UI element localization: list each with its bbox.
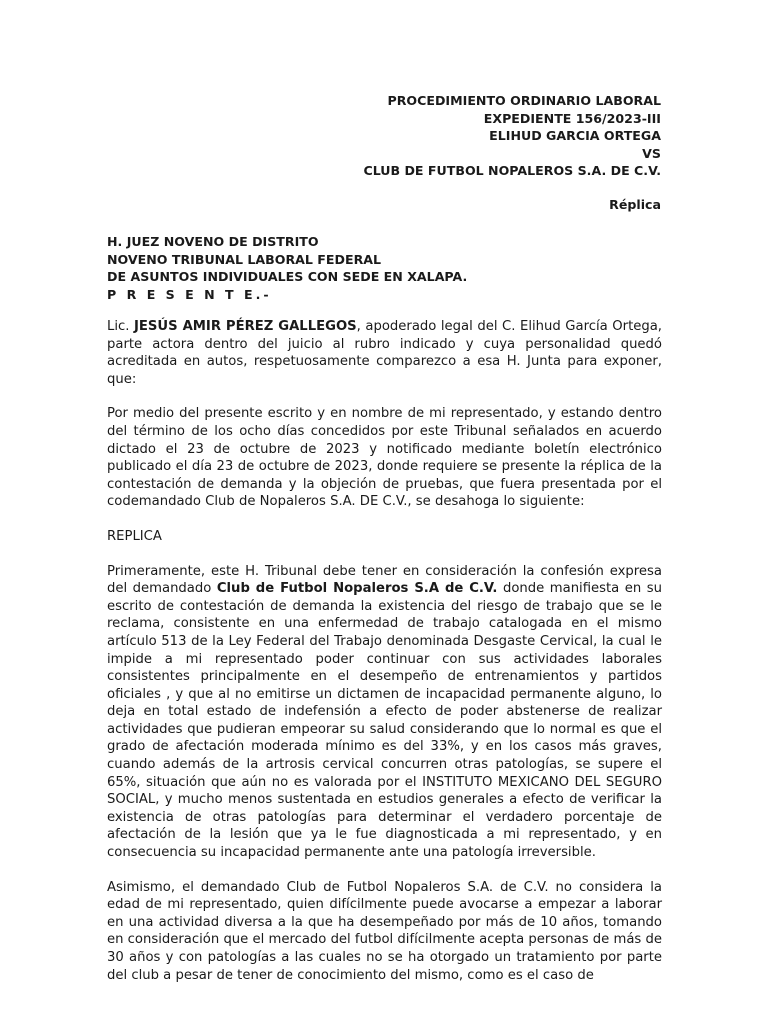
case-file-number: EXPEDIENTE 156/2023-III <box>483 110 661 126</box>
addressee-jurisdiction: DE ASUNTOS INDIVIDUALES CON SEDE EN XALAPA. <box>107 269 468 285</box>
attorney-name: JESÚS AMIR PÉREZ GALLEGOS <box>134 319 357 334</box>
versus-label: VS <box>642 145 661 161</box>
addressee-court: NOVENO TRIBUNAL LABORAL FEDERAL <box>107 251 382 267</box>
document-body <box>107 318 662 984</box>
argument-text: donde manifiesta en su escrito de contestación de demanda la existencia del riesgo de trabajo que se le reclama, consistente en una enfermedad de trabajo catalogada en el mismo artículo 513 de la Ley Federal del Trabajo denominada Desgaste Cervical, la cual le impide a mi representado poder continuar con sus actividades laborales consistentes principalmente en el desempeño de entrenamientos y partidos oficiales , y que al no emitirse un dictamen de incapacidad permanente alguno, lo deja en total estado de indefensión a efecto de poder abstenerse de realizar actividades que pudieran empeorar su salud considerando que lo normal es que el grado de afectación moderada mínimo es del 33%, y en los casos más graves, cuando además de la artrosis cervical concurren otras patologías, se supere el 65%, situación que aún no es valorada por el INSTITUTO MEXICANO DEL SEGURO SOCIAL, y mucho menos sustentada en estudios generales a efecto de verificar la existencia de otras patologías para determinar el verdadero porcentaje de afectación de la lesión que ya le fue diagnosticada a mi representado, y en consecuencia su incapacidad permanente ante una patología irreversible. <box>107 581 662 861</box>
defendant-name: CLUB DE FUTBOL NOPALEROS S.A. DE C.V. <box>363 163 661 179</box>
section-heading-replica: REPLICA <box>107 528 162 544</box>
addressee-presente: P R E S E N T E.- <box>107 286 272 302</box>
intro-paragraph <box>107 318 662 388</box>
defendant-bold-name: Club de Futbol Nopaleros S.A de C.V. <box>216 581 498 597</box>
purpose-paragraph: Por medio del presente escrito y en nombre de mi representado, y estando dentro del término de los ocho días concedidos por este Tribunal señalados en acuerdo dictado el 23 de octubre de 2023 y notificado mediante boletín electrónico publicado el día 23 de octubre de 2023, donde requiere se presente la réplica de la contestación de demanda y la objeción de pruebas, que fuera presentada por el codemandado Club de Nopaleros S.A. DE C.V., se desahoga lo siguiente: <box>107 406 662 510</box>
procedure-type: PROCEDIMIENTO ORDINARIO LABORAL <box>387 93 661 108</box>
first-argument-paragraph <box>107 563 662 862</box>
plaintiff-name: ELIHUD GARCIA ORTEGA <box>489 128 661 144</box>
addressee-judge: H. JUEZ NOVENO DE DISTRITO <box>107 234 319 249</box>
argument-prefix: Primeramente, este H. Tribunal debe tener en consideración la confesión expresa del demandado <box>107 563 662 597</box>
case-header <box>261 92 661 180</box>
intro-text: , apoderado legal del C. Elihud García Ortega, parte actora dentro del juicio al rubro indicado y cuya personalidad quedó acreditada en autos, respetuosamente comparezco a esa H. Junta para exponer, que: <box>107 319 662 387</box>
second-argument-paragraph: Asimismo, el demandado Club de Futbol Nopaleros S.A. de C.V. no considera la edad de mi representado, quien difícilmente puede avocarse a empezar a laborar en una actividad diversa a la que ha desempeñado por más de 10 años, tomando en consideración que el mercado del futbol difícilmente acepta personas de más de 30 años y con patologías a las cuales no se ha otorgado un tratamiento por parte del club a pesar de tener de conocimiento del mismo, como es el caso de <box>107 879 662 983</box>
intro-prefix: Lic. <box>107 319 135 334</box>
addressee-block <box>107 233 667 303</box>
document-type-label: Réplica <box>609 197 661 212</box>
